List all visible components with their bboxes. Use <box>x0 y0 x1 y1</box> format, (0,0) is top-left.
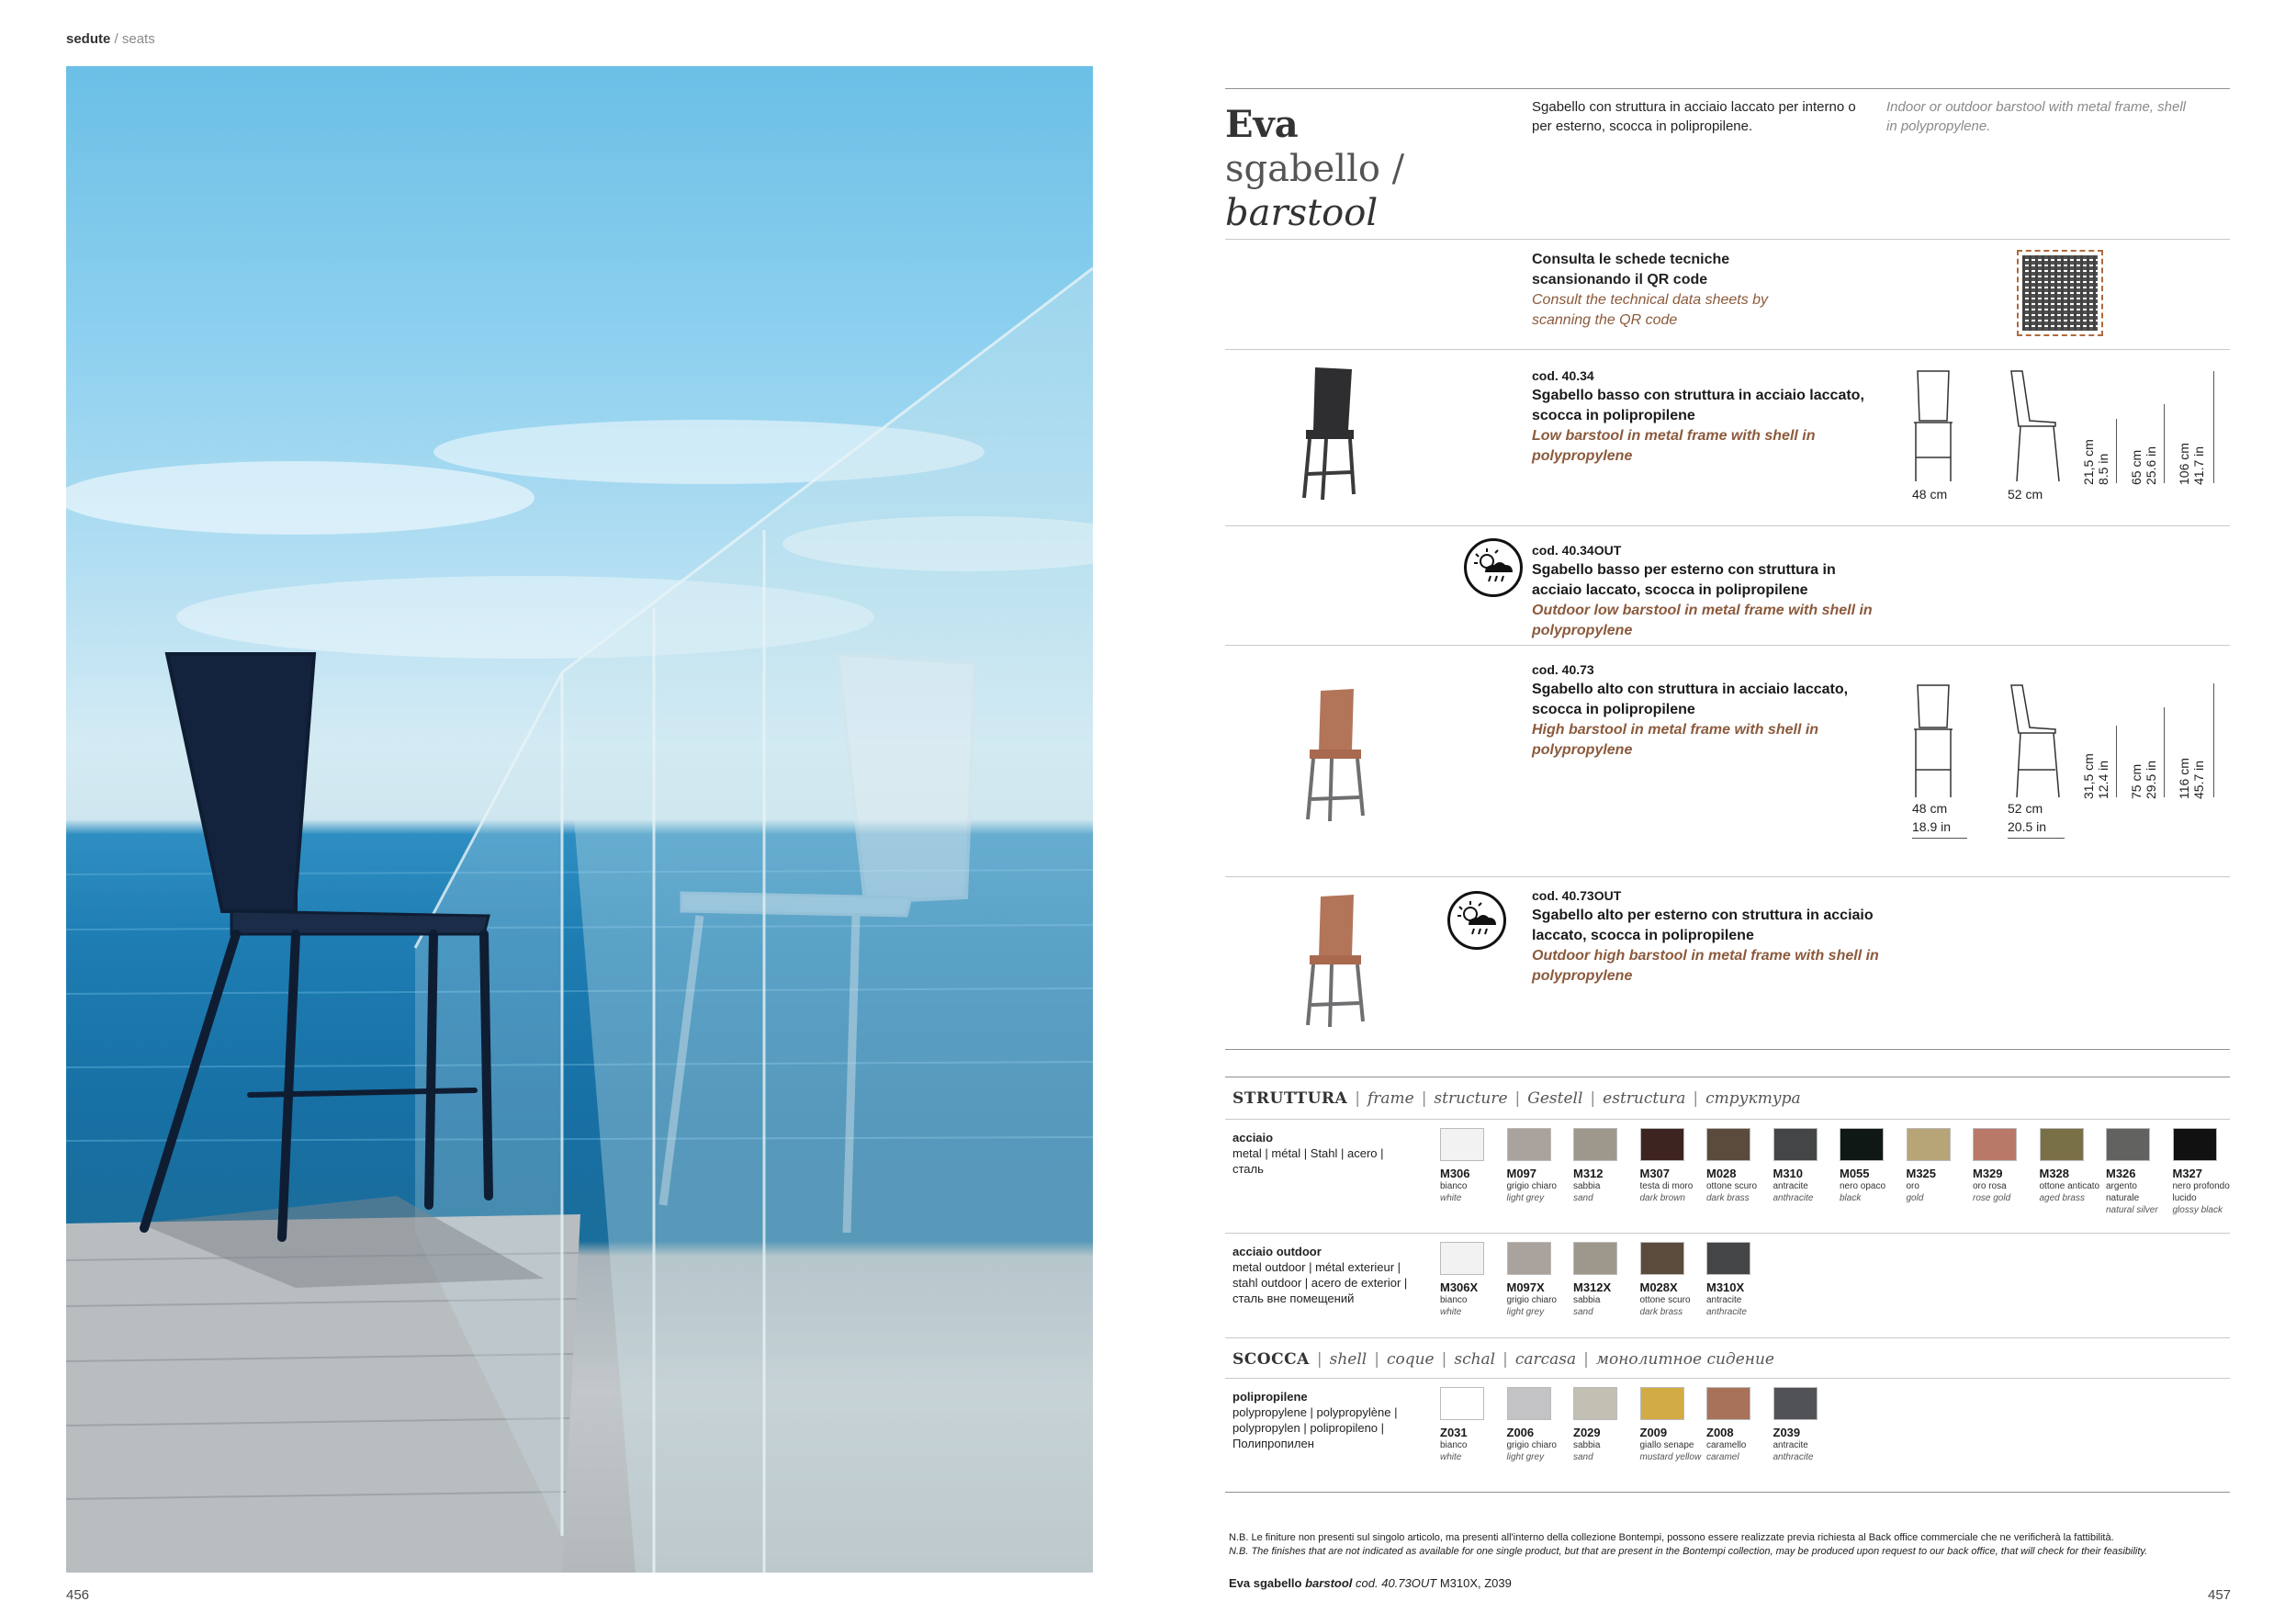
material-acciaio: acciaio metal | métal | Stahl | acero | сталь <box>1232 1131 1384 1176</box>
swatch-name-it: sabbia <box>1573 1440 1601 1450</box>
variant-40-34: cod. 40.34 Sgabello basso con struttura in acciaio laccato, scocca in polipropilene Low barstool in metal frame with shell in polypropylene <box>1532 368 1864 464</box>
swatch-m306x[interactable] <box>1440 1242 1506 1318</box>
swatch-m028[interactable] <box>1706 1128 1773 1204</box>
swatch-z009[interactable] <box>1640 1387 1706 1463</box>
swatch-name-it: nero opaco <box>1840 1181 1886 1191</box>
swatch-name-it: antracite <box>1773 1440 1808 1450</box>
swatch-z029[interactable] <box>1573 1387 1639 1463</box>
swatch-name-en: light grey <box>1506 1307 1545 1317</box>
swatch-z006[interactable] <box>1507 1387 1573 1463</box>
swatch-code: M329 <box>1973 1167 2003 1180</box>
swatch-name-it: ottone scuro <box>1706 1181 1758 1191</box>
swatch-code: Z039 <box>1773 1426 1801 1439</box>
swatch-name-en: dark brass <box>1706 1193 1750 1203</box>
swatch-chip <box>1640 1242 1684 1275</box>
swatch-chip <box>1507 1242 1551 1275</box>
swatch-chip <box>1507 1387 1551 1420</box>
swatch-code: Z029 <box>1573 1426 1601 1439</box>
swatch-name-it: bianco <box>1440 1181 1468 1191</box>
swatch-name-en: sand <box>1573 1307 1593 1317</box>
swatch-m310x[interactable] <box>1706 1242 1773 1318</box>
swatch-m326[interactable] <box>2106 1128 2172 1216</box>
swatch-name-it: oro rosa <box>1973 1181 2007 1191</box>
swatch-m329[interactable] <box>1973 1128 2039 1204</box>
swatch-m307[interactable] <box>1640 1128 1706 1204</box>
page-number-left: 456 <box>66 1587 90 1603</box>
dim-height-total-low: 106 cm 41.7 in <box>2177 443 2206 485</box>
swatch-name-it: giallo senape <box>1639 1440 1694 1450</box>
swatch-chip <box>1440 1242 1484 1275</box>
swatch-m312[interactable] <box>1573 1128 1639 1204</box>
swatch-m055[interactable] <box>1840 1128 1906 1204</box>
swatch-m310[interactable] <box>1773 1128 1840 1204</box>
swatch-code: M325 <box>1906 1167 1937 1180</box>
swatch-name-en: dark brass <box>1639 1307 1683 1317</box>
swatch-name-en: aged brass <box>2039 1193 2085 1203</box>
swatch-name-en: sand <box>1573 1452 1593 1462</box>
swatch-name-en: rose gold <box>1973 1193 2011 1203</box>
swatch-chip <box>1573 1242 1617 1275</box>
swatch-name-en: anthracite <box>1706 1307 1747 1317</box>
swatch-z039[interactable] <box>1773 1387 1840 1463</box>
swatch-chip <box>2106 1128 2150 1161</box>
swatch-code: Z006 <box>1506 1426 1535 1439</box>
swatch-name-en: dark brown <box>1639 1193 1685 1203</box>
swatch-name-en: black <box>1840 1193 1862 1203</box>
swatch-code: M328 <box>2039 1167 2070 1180</box>
swatch-name-en: white <box>1440 1452 1462 1462</box>
swatch-code: M097X <box>1506 1280 1545 1294</box>
swatch-m327[interactable] <box>2173 1128 2239 1216</box>
swatch-name-en: mustard yellow <box>1639 1452 1702 1462</box>
swatch-name-en: caramel <box>1706 1452 1739 1462</box>
swatch-name-en: white <box>1440 1193 1462 1203</box>
qr-instructions: Consulta le schede tecniche scansionando il QR code Consult the technical data sheets by scanning the QR code <box>1532 252 1769 328</box>
swatch-code: M310 <box>1773 1167 1804 1180</box>
swatch-name-it: argento naturale <box>2106 1181 2140 1203</box>
swatch-code: Z008 <box>1706 1426 1734 1439</box>
swatch-code: M307 <box>1639 1167 1671 1180</box>
swatch-name-en: light grey <box>1506 1193 1545 1203</box>
swatch-chip <box>1507 1128 1551 1161</box>
swatch-name-it: grigio chiaro <box>1506 1440 1557 1450</box>
swatch-name-it: testa di moro <box>1639 1181 1694 1191</box>
dim-seat-high: 31,5 cm 12.4 in <box>2081 753 2110 799</box>
qr-code[interactable] <box>2017 250 2103 336</box>
shell-heading: SCOCCA | shell | coque | schal | carcasa | монолитное сидение <box>1232 1350 1774 1369</box>
swatch-name-it: bianco <box>1440 1440 1468 1450</box>
swatch-chip <box>1640 1128 1684 1161</box>
structure-heading: STRUTTURA | frame | structure | Gestell | estructura | структура <box>1232 1089 1801 1108</box>
product-name: Eva <box>1225 103 1299 146</box>
photo-caption: Eva sgabello barstool cod. 40.73OUT M310X, Z039 <box>1229 1576 1512 1590</box>
product-image-40-73out <box>1302 891 1376 1029</box>
swatch-m028x[interactable] <box>1640 1242 1706 1318</box>
hero-photo <box>66 66 1093 1573</box>
swatch-name-it: sabbia <box>1573 1181 1601 1191</box>
dimension-drawing-low <box>1908 366 2092 485</box>
swatch-code: M326 <box>2106 1167 2136 1180</box>
swatch-chip <box>1640 1387 1684 1420</box>
outdoor-weather-icon <box>1464 538 1523 597</box>
product-title <box>1225 103 1404 235</box>
terrace-scene <box>66 66 1093 1573</box>
swatch-name-en: glossy black <box>2172 1205 2223 1215</box>
product-desc-it: Sgabello con struttura in acciaio laccato per interno o per esterno, scocca in polipropilene. <box>1532 99 1856 134</box>
swatch-name-en: white <box>1440 1307 1462 1317</box>
swatch-code: M327 <box>2172 1167 2203 1180</box>
swatch-code: M312 <box>1573 1167 1604 1180</box>
swatch-name-it: oro <box>1906 1181 1919 1191</box>
variant-40-34out: cod. 40.34OUT Sgabello basso per esterno con struttura in acciaio laccato, scocca in polipropilene Outdoor low barstool in metal frame with shell in polypropylene <box>1532 543 1873 638</box>
swatch-name-en: natural silver <box>2106 1205 2158 1215</box>
swatch-name-it: antracite <box>1706 1295 1742 1305</box>
swatch-chip <box>1440 1387 1484 1420</box>
swatch-name-it: bianco <box>1440 1295 1468 1305</box>
finishes-note: N.B. Le finiture non presenti sul singolo articolo, ma presenti all'interno della collezione Bontempi, possono essere realizzate previa richiesta al Back office commerciale che ne verificherà la fattibilità. N.B. The finishes that are not indicated as available for one single product, but that are present in the Bontempi collection, may be produced upon request to our back office, that will check for their feasibility. <box>1229 1532 2148 1557</box>
swatch-name-it: grigio chiaro <box>1506 1295 1557 1305</box>
swatch-m097[interactable] <box>1507 1128 1573 1204</box>
swatch-chip <box>1573 1387 1617 1420</box>
dim-height-seat-high: 75 cm 29.5 in <box>2129 760 2158 799</box>
swatch-chip <box>1706 1128 1750 1161</box>
swatch-z031[interactable] <box>1440 1387 1506 1463</box>
swatch-chip <box>1840 1128 1884 1161</box>
swatch-code: M028X <box>1639 1280 1678 1294</box>
swatch-name-it: ottone anticato <box>2039 1181 2100 1191</box>
swatch-code: M306X <box>1440 1280 1479 1294</box>
variant-40-73out: cod. 40.73OUT Sgabello alto per esterno con struttura in acciaio laccato, scocca in polipropilene Outdoor high barstool in metal frame with shell in polypropylene <box>1532 888 1879 984</box>
swatch-chip <box>2040 1128 2084 1161</box>
product-image-40-34 <box>1295 366 1368 502</box>
dim-seat-low: 21,5 cm 8.5 in <box>2081 439 2110 485</box>
material-acciaio-outdoor: acciaio outdoor metal outdoor | métal exterieur | stahl outdoor | acero de exterior | сталь вне помещений <box>1232 1245 1408 1305</box>
swatch-m097x[interactable] <box>1507 1242 1573 1318</box>
dim-depth-52: 52 cm <box>2008 487 2043 502</box>
swatch-code: M310X <box>1706 1280 1745 1294</box>
product-desc-en: Indoor or outdoor barstool with metal frame, shell in polypropylene. <box>1886 99 2186 134</box>
swatch-name-it: ottone scuro <box>1639 1295 1691 1305</box>
swatch-name-it: sabbia <box>1573 1295 1601 1305</box>
dim-width-high: 48 cm 18.9 in <box>1912 801 1952 834</box>
swatch-name-en: gold <box>1906 1193 1924 1203</box>
swatch-chip <box>1573 1128 1617 1161</box>
swatch-code: Z009 <box>1639 1426 1668 1439</box>
swatch-chip <box>1440 1128 1484 1161</box>
swatch-chip <box>1773 1128 1818 1161</box>
dim-width-48: 48 cm <box>1912 487 1948 502</box>
swatch-z008[interactable] <box>1706 1387 1773 1463</box>
product-image-40-73 <box>1302 685 1376 823</box>
swatch-code: Z031 <box>1440 1426 1468 1439</box>
dimension-drawing-high <box>1908 682 2092 801</box>
swatch-chip <box>1973 1128 2017 1161</box>
swatch-code: M097 <box>1506 1167 1537 1180</box>
swatch-m312x[interactable] <box>1573 1242 1639 1318</box>
swatch-name-en: sand <box>1573 1193 1593 1203</box>
swatch-code: M312X <box>1573 1280 1612 1294</box>
outdoor-weather-icon <box>1447 891 1506 950</box>
product-type-it: sgabello / <box>1225 148 1405 190</box>
swatch-name-it: antracite <box>1773 1181 1808 1191</box>
product-type-en: barstool <box>1225 192 1379 234</box>
swatch-code: M055 <box>1840 1167 1870 1180</box>
swatch-name-en: light grey <box>1506 1452 1545 1462</box>
swatch-m306[interactable] <box>1440 1128 1506 1204</box>
swatch-chip <box>1773 1387 1818 1420</box>
swatch-name-it: grigio chiaro <box>1506 1181 1557 1191</box>
swatch-name-it: caramello <box>1706 1440 1747 1450</box>
swatch-chip <box>2173 1128 2217 1161</box>
swatch-code: M028 <box>1706 1167 1737 1180</box>
material-polipropilene: polipropilene polypropylene | polypropylène | polypropylen | polipropileno | Полипропилен <box>1232 1390 1398 1450</box>
swatch-code: M306 <box>1440 1167 1470 1180</box>
variant-40-73: cod. 40.73 Sgabello alto con struttura in acciaio laccato, scocca in polipropilene High barstool in metal frame with shell in polypropylene <box>1532 662 1849 758</box>
swatch-name-it: nero profondo lucido <box>2172 1181 2230 1203</box>
page-number-right: 457 <box>2208 1587 2232 1603</box>
swatch-m325[interactable] <box>1907 1128 1973 1204</box>
dim-height-total-high: 116 cm 45.7 in <box>2177 758 2206 799</box>
swatch-m328[interactable] <box>2040 1128 2106 1204</box>
section-label: sedute / seats <box>66 31 155 47</box>
dim-height-seat-low: 65 cm 25.6 in <box>2129 445 2158 485</box>
dim-depth-high: 52 cm 20.5 in <box>2008 801 2047 834</box>
swatch-chip <box>1706 1387 1750 1420</box>
swatch-chip <box>1907 1128 1951 1161</box>
swatch-name-en: anthracite <box>1773 1452 1814 1462</box>
swatch-chip <box>1706 1242 1750 1275</box>
swatch-name-en: anthracite <box>1773 1193 1814 1203</box>
